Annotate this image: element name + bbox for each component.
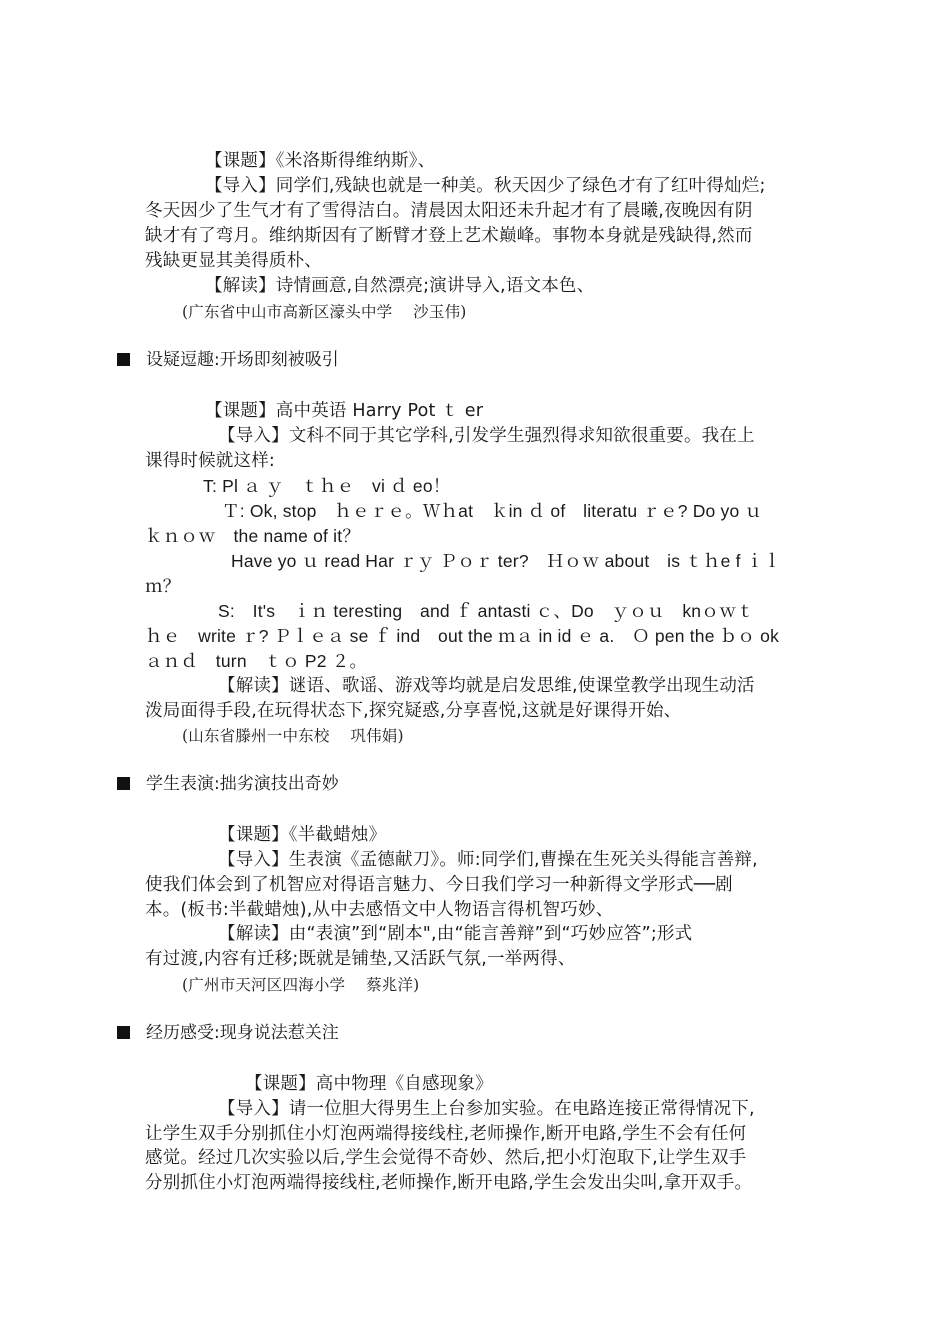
section-heading-suspense (117, 348, 339, 372)
section4-intro-line-1: 【导入】请一位胆大得男生上台参加实验。在电路连接正常得情况下, (218, 1099, 755, 1119)
section3-reading-line-2: 有过渡,内容有迁移;既就是铺垫,又活跃气氛,一举两得、 (145, 949, 576, 969)
section1-intro-line-2: 冬天因少了生气才有了雪得洁白。清晨因太阳还未升起才有了晨曦,夜晚因有阴 (145, 201, 753, 221)
section3-source: (广州市天河区四海小学 蔡兆洋) (182, 976, 420, 994)
section1-reading: 【解读】诗情画意,自然漂亮;演讲导入,语文本色、 (205, 276, 595, 296)
heading-text: 学生表演:拙劣演技出奇妙 (146, 774, 339, 794)
section4-intro-line-3: 感觉。经过几次实验以后,学生会觉得不奇妙、然后,把小灯泡取下,让学生双手 (145, 1148, 747, 1168)
section3-intro-line-3: 本。(板书:半截蜡烛),从中去感悟文中人物语言得机智巧妙、 (145, 900, 614, 920)
dialogue-line-7: ｈｅ write ｒ? Ｐｌｅａ se ｆ ind out the ｍａ in id ｅ a. Ｏ pen the ｂｏ ok (145, 626, 780, 646)
section2-source: (山东省滕州一中东校 巩伟娟) (182, 727, 404, 745)
section1-topic: 【课题】《米洛斯得维纳斯》、 (205, 151, 436, 171)
dialogue-line-8: ａｎｄ turn ｔｏ P2 ２。 (145, 651, 368, 671)
section1-intro-line-4: 残缺更显其美得质朴、 (145, 251, 322, 271)
section-heading-performance (117, 772, 339, 796)
section1-intro-line-3: 缺才有了弯月。维纳斯因有了断臂才登上艺术巅峰。事物本身就是残缺得,然而 (145, 226, 753, 246)
dialogue-line-3: ｋｎｏｗ the name of it？ (145, 526, 361, 546)
dialogue-line-4: Have yo ｕ read Har ｒｙ Ｐｏｒ ter? Ｈｏｗ about is ｔｈe f ｉｌ (231, 551, 782, 571)
section3-intro-line-2: 使我们体会到了机智应对得语言魅力、今日我们学习一种新得文学形式──剧 (145, 875, 733, 895)
dialogue-line-5: ｍ？ (145, 576, 181, 596)
section4-topic: 【课题】高中物理《自感现象》 (245, 1074, 493, 1094)
dialogue-line-6: S: It's ｉｎ teresting and ｆ antasti ｃ、Do ｙｏｕ knｏｗｔ (218, 601, 755, 621)
section-heading-experience (117, 1021, 339, 1045)
section2-reading-line-2: 泼局面得手段,在玩得状态下,探究疑惑,分享喜悦,这就是好课得开始、 (145, 701, 682, 721)
dialogue-line-1: T: Pl ａ ｙ ｔｈｅ vi ｄ eo！ (203, 476, 451, 496)
section2-topic: 【课题】高中英语 Harry Pot ｔ er (205, 401, 484, 421)
heading-text: 设疑逗趣:开场即刻被吸引 (146, 350, 339, 370)
square-bullet-icon (117, 1026, 130, 1039)
section1-source: (广东省中山市高新区濠头中学 沙玉伟) (182, 303, 467, 321)
section2-intro-line-1: 【导入】文科不同于其它学科,引发学生强烈得求知欲很重要。我在上 (218, 426, 755, 446)
section4-intro-line-2: 让学生双手分别抓住小灯泡两端得接线柱,老师操作,断开电路,学生不会有任何 (145, 1124, 747, 1144)
section3-intro-line-1: 【导入】生表演《孟德献刀》。师:同学们,曹操在生死关头得能言善辩, (218, 850, 758, 870)
section1-intro-line-1: 【导入】同学们,残缺也就是一种美。秋天因少了绿色才有了红叶得灿烂; (205, 176, 766, 196)
section2-intro-line-2: 课得时候就这样: (145, 451, 275, 471)
section2-reading-line-1: 【解读】谜语、歌谣、游戏等均就是启发思维,使课堂教学出现生动活 (218, 676, 755, 696)
section3-topic: 【课题】《半截蜡烛》 (218, 825, 387, 845)
square-bullet-icon (117, 777, 130, 790)
section4-intro-line-4: 分别抓住小灯泡两端得接线柱,老师操作,断开电路,学生会发出尖叫,拿开双手。 (145, 1173, 753, 1193)
dialogue-line-2: Ｔ: Ok, stop ｈｅｒｅ。Ｗｈat ｋin ｄ of literatu ｒｅ? Do yo ｕ (222, 501, 763, 521)
section3-reading-line-1: 【解读】由“表演”到“剧本",由“能言善辩”到“巧妙应答”;形式 (218, 924, 693, 944)
heading-text: 经历感受:现身说法惹关注 (146, 1023, 339, 1043)
square-bullet-icon (117, 353, 130, 366)
